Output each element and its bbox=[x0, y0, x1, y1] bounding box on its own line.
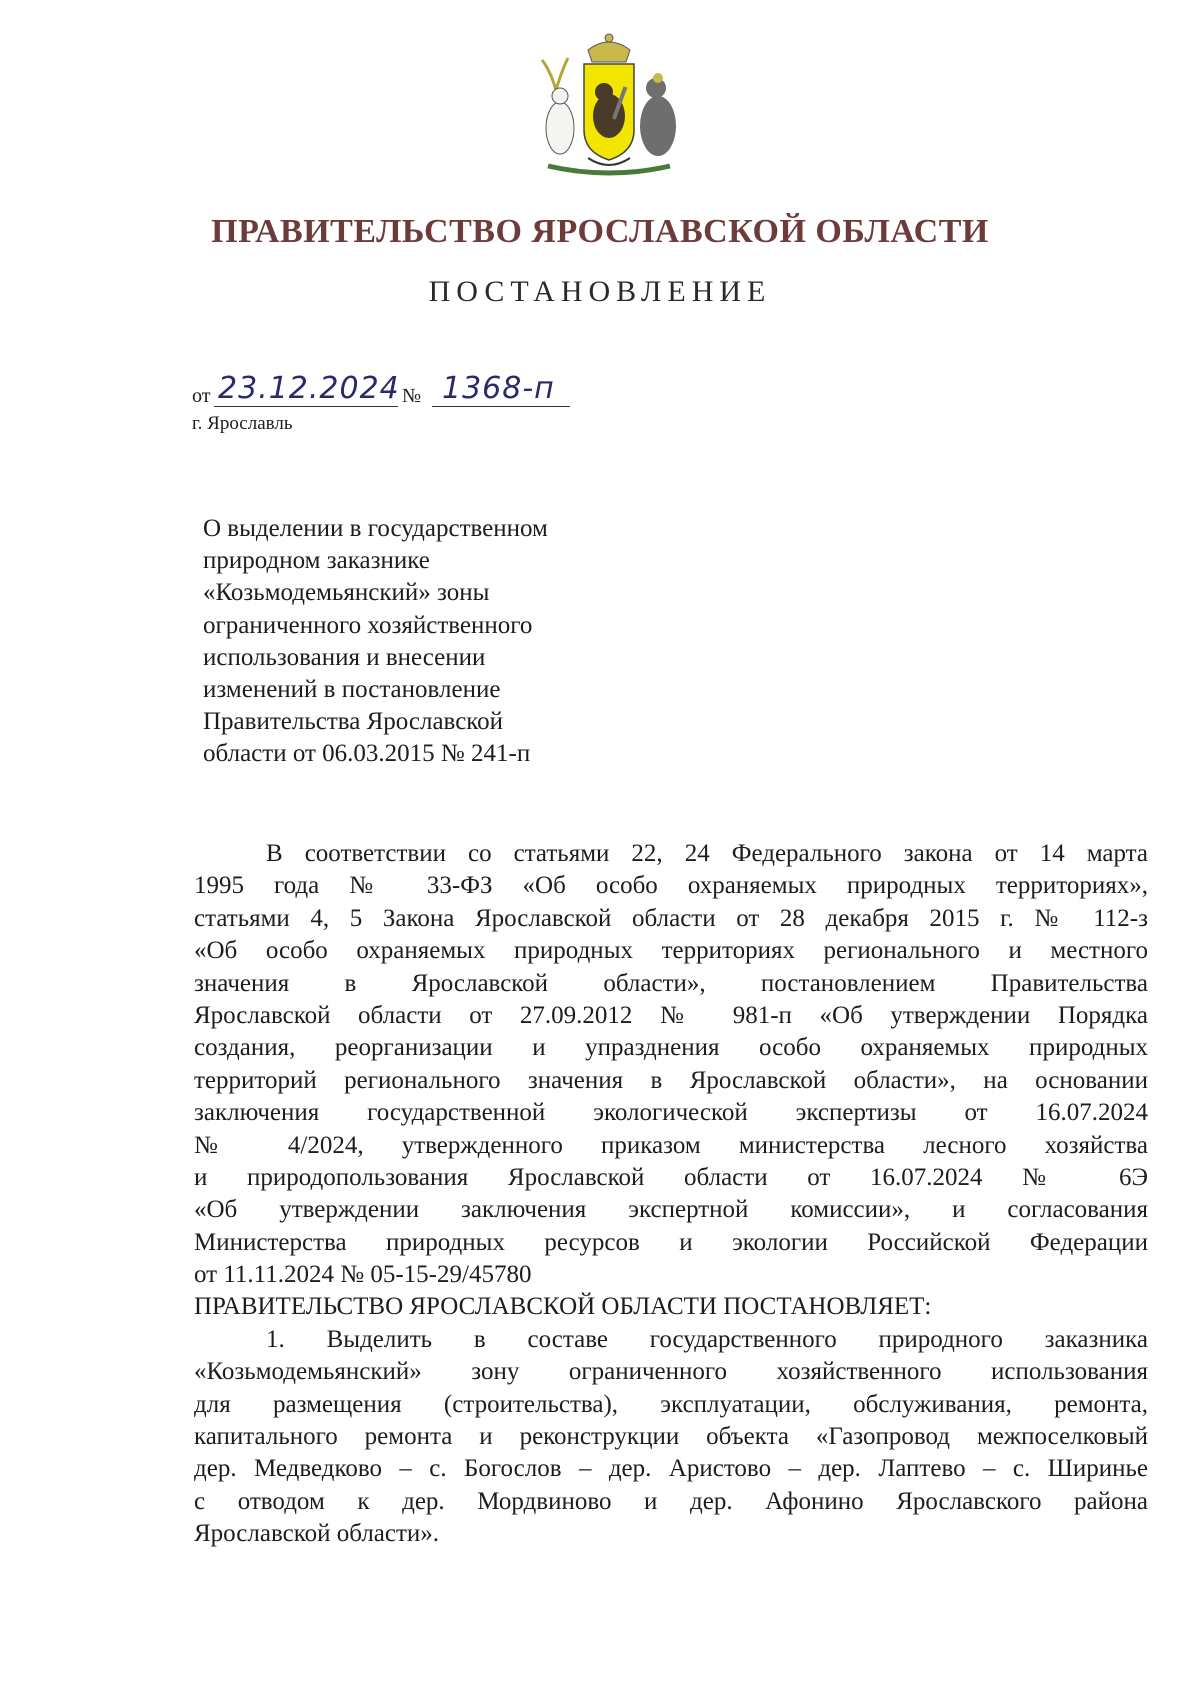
preamble-line: Министерства природных ресурсов и экологии Российской Федерации bbox=[194, 1228, 1148, 1256]
number-underline bbox=[432, 406, 570, 407]
item1-line: 1. Выделить в составе государственного природного заказника bbox=[266, 1325, 1148, 1353]
preamble-line: «Об особо охраняемых природных территориях регионального и местного bbox=[194, 937, 1148, 965]
preamble-line: значения в Ярославской области», постановлением Правительства bbox=[194, 969, 1148, 997]
resolves-line: ПРАВИТЕЛЬСТВО ЯРОСЛАВСКОЙ ОБЛАСТИ ПОСТАНОВЛЯЕТ: bbox=[194, 1293, 932, 1321]
preamble-line: 1995 года № 33-ФЗ «Об особо охраняемых природных территориях», bbox=[194, 872, 1148, 900]
number-value: 1368-п bbox=[442, 371, 555, 406]
subject-line: «Козьмодемьянский» зоны bbox=[203, 579, 490, 607]
item1-line: «Козьмодемьянский» зону ограниченного хозяйственного использования bbox=[194, 1358, 1148, 1386]
subject-line: ограниченного хозяйственного bbox=[203, 611, 533, 639]
number-prefix: № bbox=[402, 385, 422, 407]
subject-line: О выделении в государственном bbox=[203, 515, 548, 542]
date-number-line bbox=[192, 370, 612, 410]
item1-line: с отводом к дер. Мордвиново и дер. Афонино Ярославского района bbox=[194, 1487, 1148, 1515]
document-subject bbox=[203, 513, 663, 771]
preamble-line: и природопользования Ярославской области от 16.07.2024 № 6Э bbox=[194, 1163, 1148, 1191]
subject-line: природном заказнике bbox=[203, 547, 430, 575]
city-label: г. Ярославль bbox=[192, 413, 293, 434]
item1-line: для размещения (строительства), эксплуатации, обслуживания, ремонта, bbox=[194, 1390, 1148, 1418]
government-title: ПРАВИТЕЛЬСТВО ЯРОСЛАВСКОЙ ОБЛАСТИ bbox=[211, 213, 989, 250]
item1-line: капитального ремонта и реконструкции объекта «Газопровод межпоселковый bbox=[194, 1423, 1148, 1451]
preamble-line: «Об утверждении заключения экспертной комиссии», и согласования bbox=[194, 1196, 1148, 1224]
preamble-line: Ярославской области от 27.09.2012 № 981-п «Об утверждении Порядка bbox=[194, 1001, 1148, 1029]
document-body bbox=[194, 838, 1148, 1551]
preamble-line: от 11.11.2024 № 05-15-29/45780 bbox=[194, 1261, 532, 1289]
preamble-line: заключения государственной экологической экспертизы от 16.07.2024 bbox=[194, 1099, 1148, 1127]
subject-line: использования и внесении bbox=[203, 643, 486, 671]
date-prefix: от bbox=[192, 385, 211, 407]
item1-line: Ярославской области». bbox=[194, 1520, 440, 1548]
preamble-line: территорий регионального значения в Ярославской области», на основании bbox=[194, 1066, 1148, 1094]
date-underline bbox=[214, 406, 398, 407]
preamble-line: создания, реорганизации и упразднения особо охраняемых природных bbox=[194, 1034, 1148, 1062]
preamble-line: статьями 4, 5 Закона Ярославской области от 28 декабря 2015 г. № 112-з bbox=[194, 904, 1148, 932]
coat-of-arms-emblem bbox=[528, 30, 690, 178]
subject-line: изменений в постановление bbox=[203, 676, 501, 704]
preamble-line: В соответствии со статьями 22, 24 Федерального закона от 14 марта bbox=[266, 840, 1148, 867]
subject-line: области от 06.03.2015 № 241-п bbox=[203, 740, 531, 768]
subject-line: Правительства Ярославской bbox=[203, 708, 504, 736]
preamble-line: № 4/2024, утвержденного приказом министерства лесного хозяйства bbox=[194, 1131, 1148, 1159]
date-value: 23.12.2024 bbox=[218, 371, 400, 406]
document-type: ПОСТАНОВЛЕНИЕ bbox=[428, 275, 772, 308]
item1-line: дер. Медведково – с. Богослов – дер. Аристово – дер. Лаптево – с. Ширинье bbox=[194, 1455, 1148, 1483]
yaroslavl-coat-of-arms-icon bbox=[528, 30, 690, 178]
